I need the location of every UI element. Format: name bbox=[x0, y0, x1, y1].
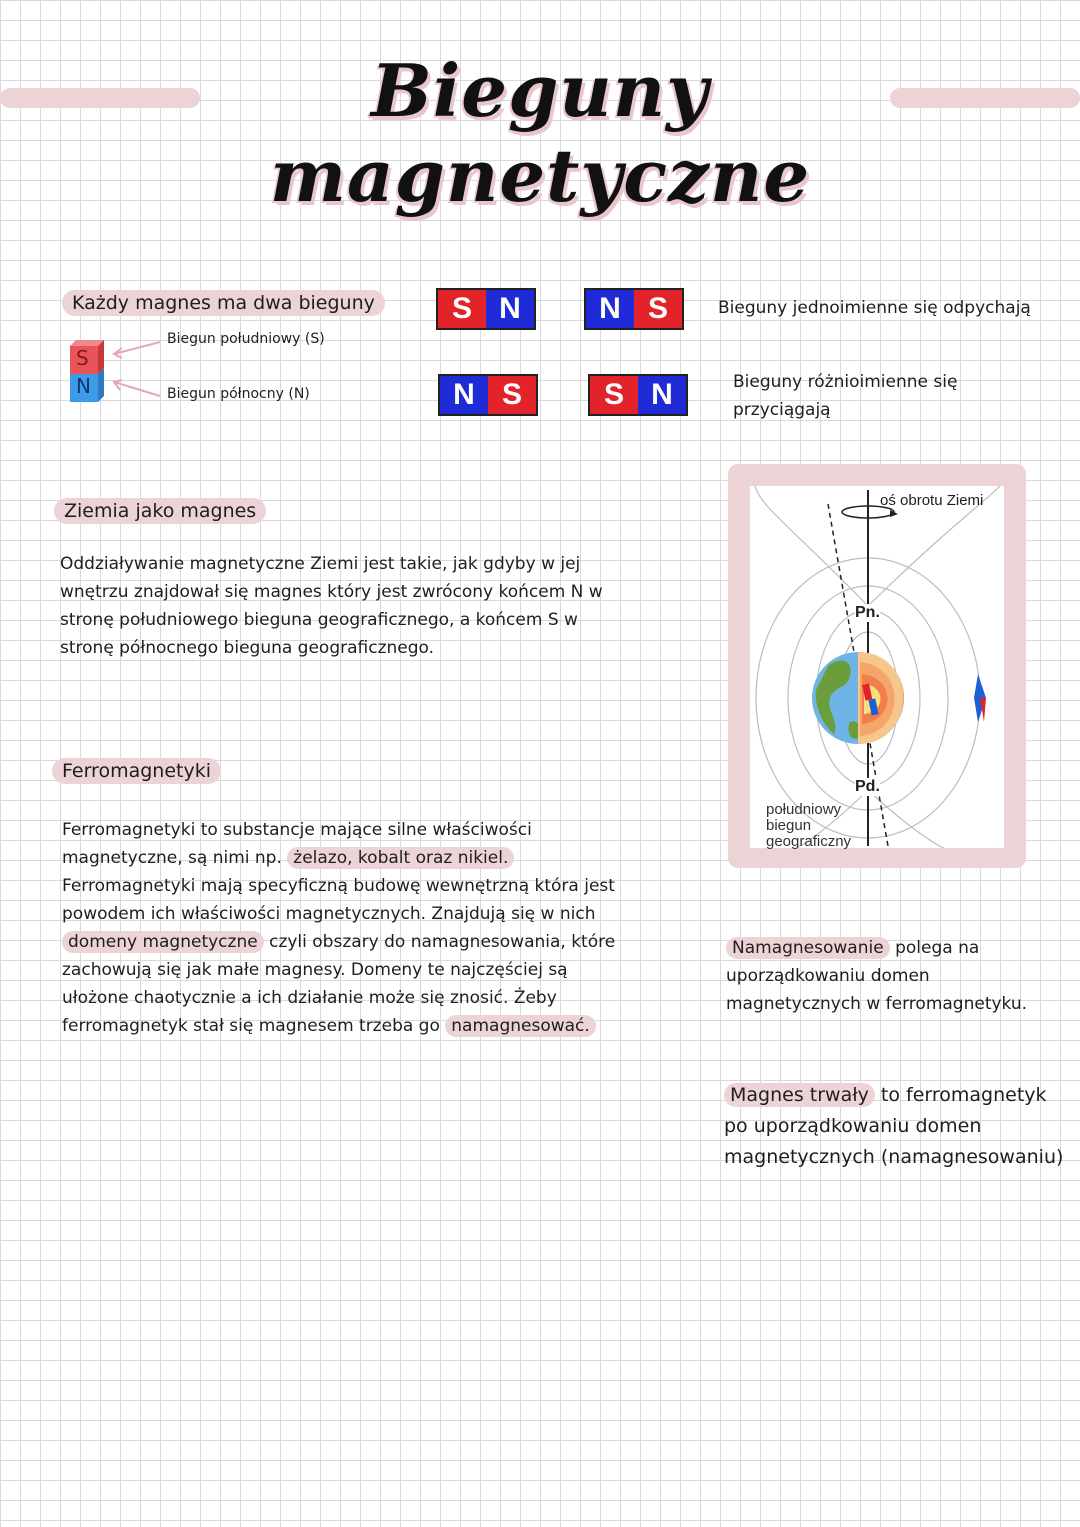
magnetization-text: polega na uporządkowaniu domen magnetycznych w ferromagnetyku. bbox=[726, 938, 1028, 1014]
earth-paragraph: Oddziaływanie magnetyczne Ziemi jest takie, jak gdyby w jej wnętrzu znajdował się magnes który jest zwrócony końcem N w stronę południowego bieguna geograficznego, a końcem S w stronę północnego bieguna geograficznego. bbox=[60, 554, 603, 658]
earth-heading: Ziemia jako magnes bbox=[54, 498, 266, 524]
magnet-pole: N bbox=[486, 290, 534, 328]
magnet-sn-1 bbox=[436, 288, 536, 330]
magnetization-term: Namagnesowanie bbox=[726, 937, 890, 959]
pole-arrows bbox=[108, 338, 164, 404]
ferro-text: czyli obszary do namagnesowania, które zachowują się jak małe magnesy. Domeny te najczęściej są ułożone chaotycznie a ich działanie może się znosić. Żeby ferromagnetyk stał się magnesem trzeba go bbox=[62, 932, 616, 1036]
geo-label-line: geograficzny bbox=[766, 833, 852, 850]
permanent-text: to ferromagnetyk po uporządkowaniu domen magnetycznych (namagnesowaniu) bbox=[724, 1084, 1064, 1168]
magnet-pole: N bbox=[586, 290, 634, 328]
axis-label: oś obrotu Ziemi bbox=[880, 492, 984, 509]
magnet-pole: N bbox=[440, 376, 488, 414]
page-title: Bieguny magnetyczne bbox=[269, 48, 811, 218]
bar-magnet-icon bbox=[68, 340, 108, 410]
ferro-highlight: domeny magnetyczne bbox=[62, 931, 264, 953]
north-letter: N bbox=[76, 374, 91, 398]
ferro-text: Ferromagnetyki mają specyficzną budowę wewnętrzną która jest powodem ich właściwości magnetycznych. Znajdują się w nich bbox=[62, 876, 615, 924]
south-pole-geo: Pd. bbox=[855, 778, 880, 795]
magnet-pole: N bbox=[638, 376, 686, 414]
geo-south-label bbox=[766, 802, 851, 850]
ferro-highlight: żelazo, kobalt oraz nikiel. bbox=[287, 847, 514, 869]
permanent-magnet-note bbox=[724, 1080, 1074, 1173]
magnet-pole: S bbox=[590, 376, 638, 414]
attract-text: Bieguny różnioimienne się przyciągają bbox=[733, 372, 958, 420]
ferro-paragraph bbox=[62, 816, 622, 1040]
ferro-heading-wrap bbox=[52, 760, 221, 782]
magnet-sn-2 bbox=[588, 374, 688, 416]
geo-label-line: południowy bbox=[766, 801, 842, 818]
magnet-ns-1 bbox=[584, 288, 684, 330]
ferro-text: Ferromagnetyki to substancje mające silne właściwości magnetyczne, są nimi np. bbox=[62, 820, 532, 868]
earth-figure-frame bbox=[728, 464, 1026, 868]
magnet-ns-2 bbox=[438, 374, 538, 416]
magnet-pole: S bbox=[438, 290, 486, 328]
south-letter: S bbox=[76, 346, 89, 370]
earth-figure bbox=[750, 486, 1004, 848]
permanent-term: Magnes trwały bbox=[724, 1083, 875, 1107]
ferro-heading: Ferromagnetyki bbox=[52, 758, 221, 784]
north-pole-label: Biegun północny (N) bbox=[167, 386, 310, 402]
magnet-pole: S bbox=[634, 290, 682, 328]
earth-heading-wrap bbox=[54, 500, 266, 522]
poles-heading-wrap bbox=[62, 292, 385, 314]
north-pole-geo: Pn. bbox=[855, 604, 880, 621]
repel-text: Bieguny jednoimienne się odpychają bbox=[718, 298, 1031, 318]
magnetization-note bbox=[726, 934, 1056, 1018]
south-pole-label: Biegun południowy (S) bbox=[167, 331, 325, 347]
poles-heading: Każdy magnes ma dwa bieguny bbox=[62, 290, 385, 316]
magnet-pole: S bbox=[488, 376, 536, 414]
geo-label-line: biegun bbox=[766, 817, 812, 834]
ferro-highlight: namagnesować. bbox=[445, 1015, 596, 1037]
